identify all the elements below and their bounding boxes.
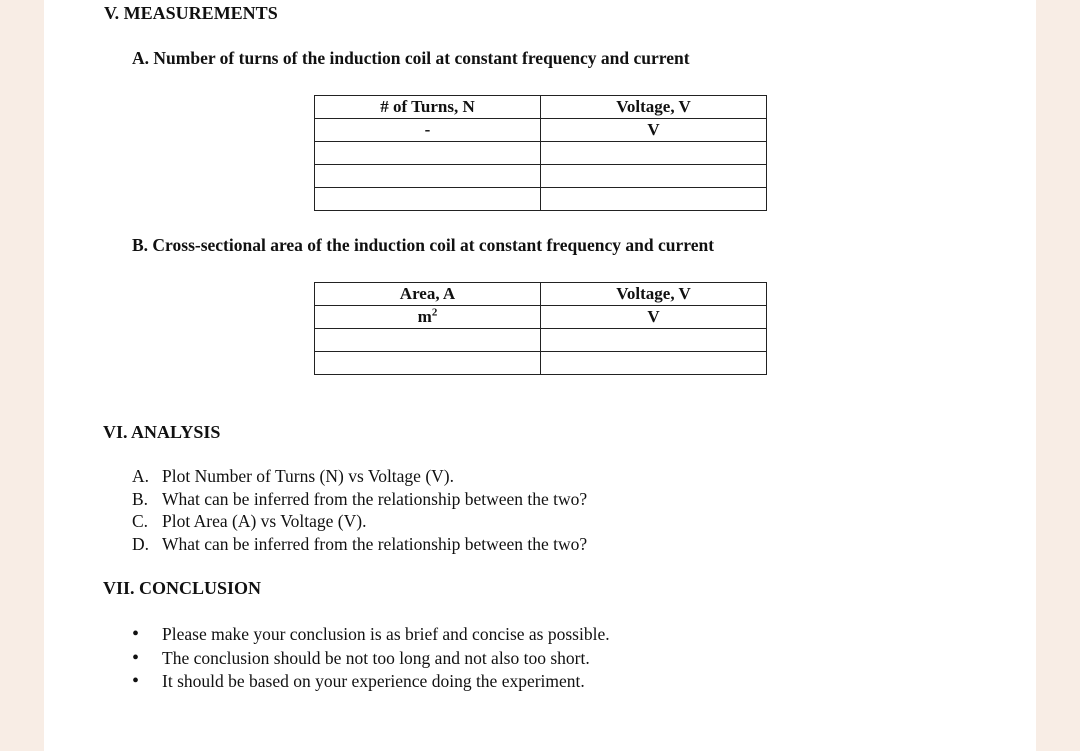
list-item (132, 465, 587, 488)
list-item-text: The conclusion should be not too long and not also too short. (162, 647, 590, 668)
voltage-header: Voltage, V (541, 96, 767, 119)
list-item-text: It should be based on your experience doing the experiment. (162, 671, 585, 691)
area-voltage-table (314, 282, 767, 375)
voltage-header: Voltage, V (541, 283, 767, 306)
area-unit (315, 306, 541, 329)
table-header-row (315, 283, 767, 306)
turns-header: # of Turns, N (315, 96, 541, 119)
empty-cell[interactable] (315, 165, 541, 188)
list-item-text: What can be inferred from the relationship between the two? (162, 533, 588, 554)
conclusion-list (130, 623, 610, 694)
part-b-heading: B. Cross-sectional area of the induction coil at constant frequency and current (132, 235, 715, 255)
part-a-heading: A. Number of turns of the induction coil at constant frequency and current (132, 48, 690, 68)
empty-cell[interactable] (315, 142, 541, 165)
list-marker: D. (132, 533, 150, 554)
list-item (130, 623, 610, 647)
list-marker: B. (132, 488, 149, 509)
document-page (44, 0, 1036, 751)
turns-voltage-table (314, 95, 767, 211)
empty-cell[interactable] (541, 142, 767, 165)
empty-cell[interactable] (541, 329, 767, 352)
table-unit-row (315, 119, 767, 142)
list-item-text: Plot Number of Turns (N) vs Voltage (V). (162, 466, 454, 486)
list-item (132, 488, 587, 511)
table-row (315, 352, 767, 375)
list-item (132, 510, 587, 533)
analysis-list (132, 465, 587, 555)
table-row (315, 329, 767, 352)
section-title-conclusion: VII. CONCLUSION (103, 578, 262, 598)
list-item-text: Plot Area (A) vs Voltage (V). (162, 511, 367, 531)
section-title-measurements: V. MEASUREMENTS (104, 3, 278, 23)
list-marker: C. (132, 511, 149, 531)
table-row (315, 165, 767, 188)
list-item-text: What can be inferred from the relationship between the two? (162, 488, 588, 509)
turns-unit: - (315, 119, 541, 142)
empty-cell[interactable] (541, 188, 767, 211)
section-title-analysis: VI. ANALYSIS (103, 422, 221, 442)
list-item (130, 670, 610, 694)
voltage-unit: V (541, 119, 767, 142)
area-unit-base: m (417, 307, 432, 326)
list-marker: A. (132, 466, 150, 486)
empty-cell[interactable] (315, 188, 541, 211)
list-item (132, 533, 587, 556)
list-item (130, 647, 610, 671)
area-unit-exponent: 2 (431, 306, 438, 319)
empty-cell[interactable] (541, 165, 767, 188)
table-row (315, 142, 767, 165)
area-header: Area, A (315, 283, 541, 306)
bullet-icon: • (132, 623, 140, 645)
table-header-row (315, 96, 767, 119)
empty-cell[interactable] (315, 329, 541, 352)
empty-cell[interactable] (541, 352, 767, 375)
list-item-text: Please make your conclusion is as brief and concise as possible. (162, 624, 610, 644)
bullet-icon: • (132, 646, 140, 669)
empty-cell[interactable] (315, 352, 541, 375)
table-unit-row (315, 306, 767, 329)
table-row (315, 188, 767, 211)
bullet-icon: • (132, 670, 140, 692)
voltage-unit: V (541, 306, 767, 329)
